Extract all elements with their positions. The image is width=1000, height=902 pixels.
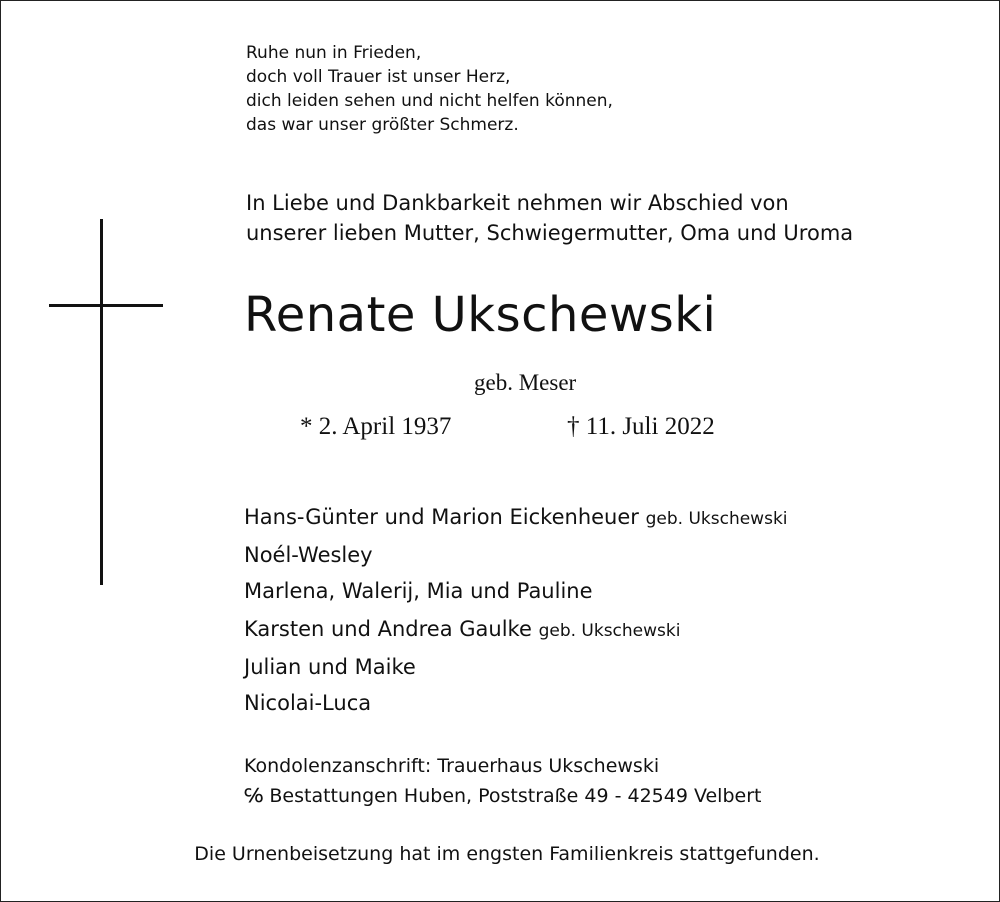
family-group-1 bbox=[244, 499, 788, 609]
family-names: Karsten und Andrea Gaulke bbox=[244, 617, 532, 641]
condolence-line: ℅ Bestattungen Huben, Poststraße 49 - 42549 Velbert bbox=[244, 785, 762, 807]
family-line bbox=[244, 499, 788, 537]
maiden-note: geb. Ukschewski bbox=[645, 509, 788, 529]
cross-icon-horizontal-bar bbox=[49, 304, 163, 307]
family-line: Noél-Wesley bbox=[244, 543, 373, 567]
condolence-line: Kondolenzanschrift: Trauerhaus Ukschewski bbox=[244, 755, 660, 777]
poem-line: das war unser größter Schmerz. bbox=[246, 115, 519, 135]
condolence-address bbox=[244, 751, 761, 811]
maiden-note: geb. Ukschewski bbox=[538, 621, 681, 641]
burial-note: Die Urnenbeisetzung hat im engsten Familienkreis stattgefunden. bbox=[194, 843, 820, 865]
intro-line: In Liebe und Dankbarkeit nehmen wir Abschied von bbox=[246, 191, 789, 215]
cross-icon-vertical-bar bbox=[100, 219, 103, 585]
poem-line: dich leiden sehen und nicht helfen können, bbox=[246, 91, 613, 111]
birth-date: * 2. April 1937 bbox=[300, 413, 452, 440]
deceased-name: Renate Ukschewski bbox=[244, 287, 717, 343]
intro-line: unserer lieben Mutter, Schwiegermutter, Oma und Uroma bbox=[246, 221, 854, 245]
maiden-name: geb. Meser bbox=[474, 370, 577, 395]
family-line: Marlena, Walerij, Mia und Pauline bbox=[244, 579, 593, 603]
poem-line: doch voll Trauer ist unser Herz, bbox=[246, 67, 511, 87]
death-date: † 11. Juli 2022 bbox=[567, 413, 715, 440]
family-line: Nicolai-Luca bbox=[244, 691, 372, 715]
poem-line: Ruhe nun in Frieden, bbox=[246, 43, 422, 63]
family-names: Hans-Günter und Marion Eickenheuer bbox=[244, 505, 639, 529]
family-line: Julian und Maike bbox=[244, 655, 416, 679]
family-line bbox=[244, 611, 680, 649]
poem bbox=[246, 41, 613, 137]
farewell-intro bbox=[246, 188, 853, 248]
family-group-2 bbox=[244, 611, 680, 721]
